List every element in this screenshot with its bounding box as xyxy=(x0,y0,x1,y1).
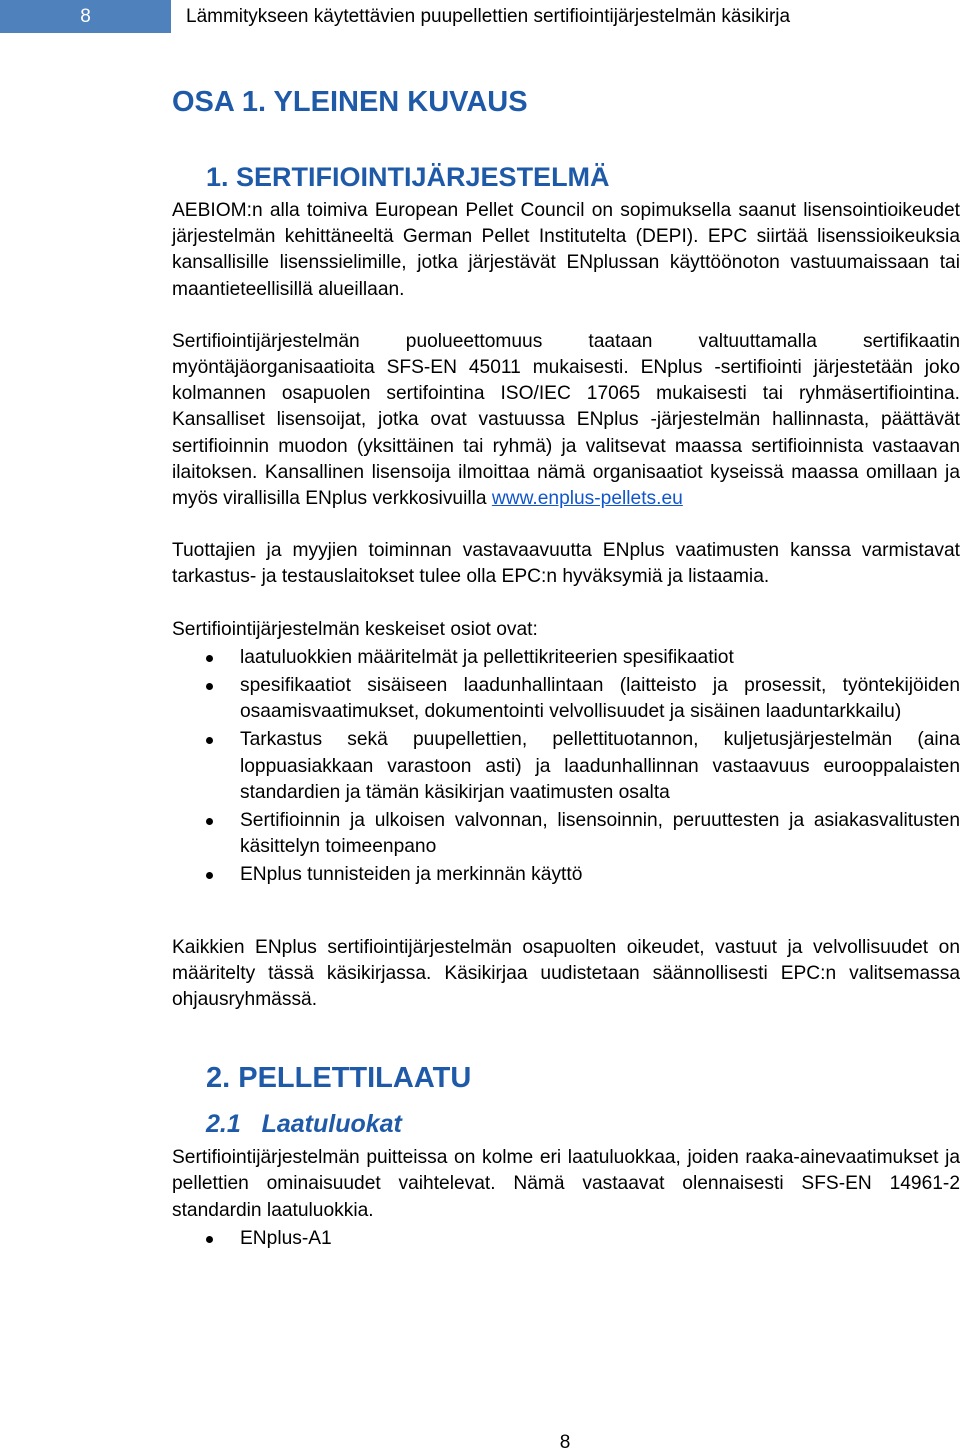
list-item: spesifikaatiot sisäiseen laadunhallintaan (laitteisto ja prosessit, työntekijöiden osaamisvaatimukset, dokumentointi velvollisuudet ja sisäinen laaduntarkkailu) xyxy=(172,673,960,725)
list-item: Tarkastus sekä puupellettien, pellettituotannon, kuljetusjärjestelmän (aina loppuasiakkaan varastoon asti) ja laadunhallinnan vastaavuus eurooppalaisten standardien ja tämän käsikirjan vaatimusten osalta xyxy=(172,727,960,806)
bullet-icon xyxy=(206,872,213,879)
enplus-website-link[interactable]: www.enplus-pellets.eu xyxy=(491,488,683,510)
part-title: OSA 1. YLEINEN KUVAUS xyxy=(172,86,528,118)
list-item: ENplus-A1 xyxy=(172,1226,960,1252)
document-body xyxy=(172,84,960,1254)
bullet-icon xyxy=(206,737,213,744)
section-1-paragraph-3: Tuottajien ja myyjien toiminnan vastavaavuutta ENplus vaatimusten kanssa varmistavat tarkastus- ja testauslaitokset tulee olla EPC:n hyväksymiä ja listaamia. xyxy=(172,540,960,588)
header-title: Lämmitykseen käytettävien puupellettien sertifiointijärjestelmän käsikirja xyxy=(186,5,791,27)
bullet-icon xyxy=(206,818,213,825)
section-2-1-heading: 2.1 Laatuluokat xyxy=(206,1110,402,1139)
list-intro: Sertifiointijärjestelmän keskeiset osiot ovat: xyxy=(172,618,538,640)
section-1-paragraph-4: Kaikkien ENplus sertifiointijärjestelmän osapuolten oikeudet, vastuut ja velvollisuudet on määritelty tässä käsikirjassa. Käsikirjaa uudistetaan säännollisesti EPC:n valitsemassa ohjausryhmässä. xyxy=(172,936,960,1011)
bullet-icon xyxy=(206,683,213,690)
list-item: laatuluokkien määritelmät ja pellettikriteerien spesifikaatiot xyxy=(172,645,960,671)
paragraph-2-text: Sertifiointijärjestelmän puolueettomuus taataan valtuuttamalla sertifikaatin myöntäjäorganisaatioita SFS-EN 45011 mukaisesti. ENplus -sertifiointi järjestetään joko kolmannen osapuolen sertifointina ISO/IEC 17065 mukaisesti tai ryhmäsertifiointina. Kansalliset lisensoijat, jotka ovat vastuussa ENplus -järjestelmän hallinnasta, päättävät sertifioinnin muodon (yksittäinen tai ryhmä) ja valitsevat maassa sertifioinnista vastaavan ilaitoksen. Kansallinen lisensoija ilmoittaa nämä organisaatiot kyseissä maassa omillaan ja myös virallisilla ENplus verkkosivuilla xyxy=(172,330,960,510)
section-2-paragraph-1: Sertifiointijärjestelmän puitteissa on kolme eri laatuluokkaa, joiden raaka-ainevaatimukset ja pellettien ominaisuudet vaihtelevat. Nämä vastaavat olennaisesti SFS-EN 14961-2 standardin laatuluokkia. xyxy=(172,1147,960,1221)
key-sections-list xyxy=(172,645,960,889)
bullet-icon xyxy=(206,655,213,662)
section-2-heading: 2. PELLETTILAATU xyxy=(206,1062,472,1095)
list-item: ENplus tunnisteiden ja merkinnän käyttö xyxy=(172,862,960,888)
section-1-heading: 1. SERTIFIOINTIJÄRJESTELMÄ xyxy=(206,162,610,192)
page-header xyxy=(0,0,960,33)
quality-class-list xyxy=(172,1226,960,1252)
header-page-number: 8 xyxy=(0,0,171,33)
list-item: Sertifioinnin ja ulkoisen valvonnan, lisensoinnin, peruuttesten ja asiakasvalitusten käsittelyn toimeenpano xyxy=(172,808,960,860)
footer-page-number: 8 xyxy=(559,1432,571,1453)
bullet-icon xyxy=(206,1236,213,1243)
section-1-paragraph-1: AEBIOM:n alla toimiva European Pellet Council on sopimuksella saanut lisensointioikeudet järjestelmän kehittäneeltä German Pellet Institutelta (DEPI). EPC siirtää lisenssioikeuksia kansallisille lisenssielimille, jotka järjestävät ENplussan käyttöönoton vastuumaissaan tai maantieteellisillä alueillaan. xyxy=(172,200,960,300)
section-1-paragraph-2 xyxy=(172,329,960,512)
